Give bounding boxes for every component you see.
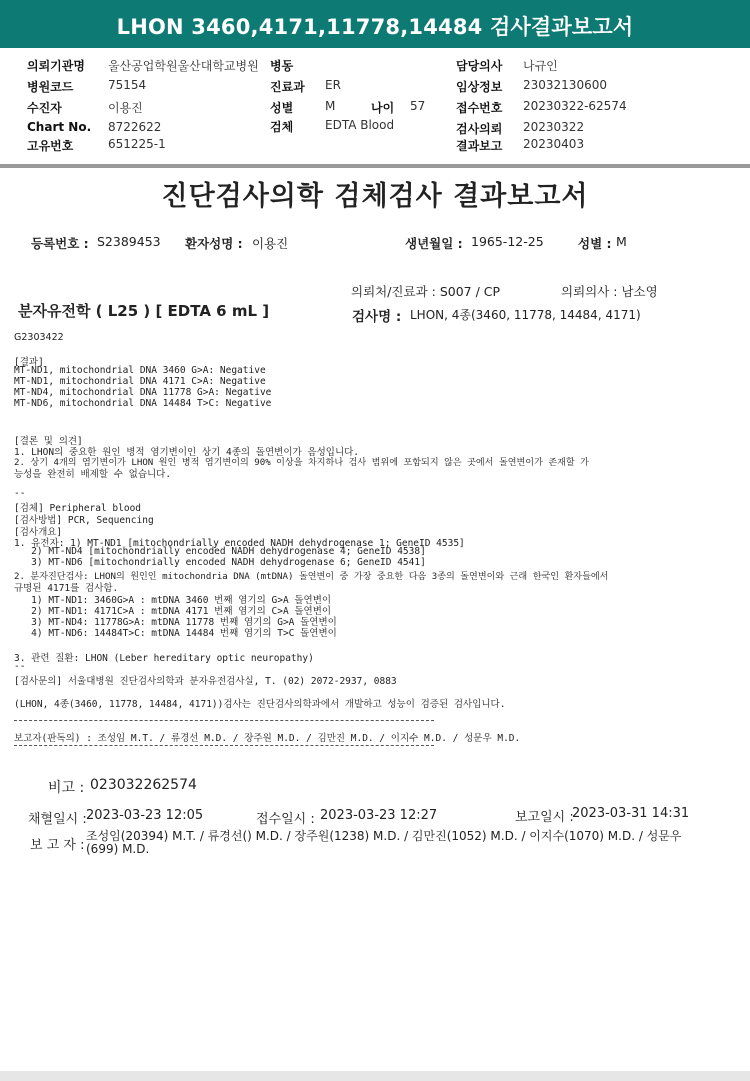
department-label: 진료과 [270,80,305,94]
doctor-label: 담당의사 [456,59,503,73]
specimen-value: EDTA Blood [325,118,395,132]
reporters-line: 보고자(판독의) : 조성임 M.T. / 류경선 M.D. / 장주원 M.D. / 김만진 M.D. / 이지수 M.D. / 성문우 M.D. [14,733,521,744]
patient-name-label: 환자성명 : [185,236,243,251]
result-line: MT-ND1, mitochondrial DNA 4171 C>A: Negative [14,376,266,387]
dashed-divider [14,745,434,746]
result-line: MT-ND4, mitochondrial DNA 11778 G>A: Negative [14,387,272,398]
overview-line: 4) MT-ND6: 14484T>C: mtDNA 14484 번째 염기의 T>C 돌연변이 [14,628,337,639]
reg-no-value: S2389453 [97,234,161,249]
overview-line: 규명된 4171를 검사함. [14,583,119,594]
collect-time-value: 2023-03-23 12:05 [86,808,204,823]
conclusion-line: 2. 상기 4개의 염기변이가 LHON 원인 병적 염기변이의 90% 이상을 차지하나 검사 범위에 포함되지 않은 곳에서 돌연변이가 존재할 가 [14,458,589,468]
report-banner-title: LHON 3460,4171,11778,14484 검사결과보고서 [0,0,750,48]
inquiry-line: [검사문의] 서울대병원 진단검사의학과 분자유전검사실, T. (02) 2072-2937, 0883 [14,676,397,687]
reporter-label: 보 고 자 : [30,838,85,853]
requesting-dept: 의뢰처/진료과 : S007 / CP [351,284,501,299]
request-info-panel [0,48,750,164]
result-line: MT-ND1, mitochondrial DNA 3460 G>A: Negative [14,365,266,376]
overview-header: [검사개요] [14,527,63,538]
institution-label: 의뢰기관명 [27,59,85,73]
age-value: 57 [410,99,426,113]
dashed-divider [14,720,434,721]
overview-line: 3) MT-ND6 [mitochondrially encoded NADH dehydrogenase 6; GeneID 4541] [14,557,426,568]
report-date-label: 결과보고 [456,139,503,153]
overview-line: 2) MT-ND4 [mitochondrially encoded NADH dehydrogenase 4; GeneID 4538] [14,546,426,557]
reporter-line-1: 조성임(20394) M.T. / 류경선() M.D. / 장주원(1238) M.D. / 김만진(1052) M.D. / 이지수(1070) M.D. / 성문우 [86,829,682,843]
clinical-info-label: 임상정보 [456,80,503,94]
collect-time-label: 채혈일시 : [28,812,87,827]
results-header: [결과] [14,357,44,368]
report-time-value: 2023-03-31 14:31 [572,806,690,821]
report-date-value: 20230403 [523,137,585,151]
receipt-no-value: 20230322-62574 [523,99,627,113]
test-code: G2303422 [14,332,64,343]
sex-value: M [325,99,336,113]
hospital-code-value: 75154 [108,78,147,92]
reporter-line-2: (699) M.D. [86,842,150,856]
receiver-value: 이용진 [108,101,143,115]
conclusion-header: [결론 및 의견] [14,436,83,447]
conclusion-line: 능성을 완전히 배제할 수 없습니다. [14,469,172,480]
dob-label: 생년월일 : [405,236,463,251]
specimen-line: [검체] Peripheral blood [14,503,142,514]
receiver-label: 수진자 [27,101,62,115]
report-title: 진단검사의학 검체검사 결과보고서 [161,181,589,212]
test-name-label: 검사명 : [352,309,402,325]
validation-line: (LHON, 4종(3460, 11778, 14484, 4171))검사는 진단검사의학과에서 개발하고 성능이 검증된 검사입니다. [14,699,506,710]
unique-no-label: 고유번호 [27,139,74,153]
note-label: 비고 : [48,780,85,796]
clinical-info-value: 23032130600 [523,78,607,92]
chart-no-label: Chart No. [27,120,92,134]
request-date-label: 검사의뢰 [456,122,503,136]
reg-no-label: 등록번호 : [31,236,89,251]
patient-name-value: 이용진 [252,236,289,251]
doctor-value: 나규인 [523,59,558,73]
disease-line: 3. 관련 질환: LHON (Leber hereditary optic neuropathy) [14,653,314,664]
hospital-code-label: 병원코드 [27,80,74,94]
sex-report-label: 성별 : [578,236,612,251]
age-label: 나이 [371,101,395,115]
test-name-value: LHON, 4종(3460, 11778, 14484, 4171) [410,308,641,322]
department-value: ER [325,78,341,92]
conclusion-line: 1. LHON의 중요한 원인 병적 염기변이인 상기 4종의 돌연변이가 음성입니다. [14,447,360,458]
overview-line: 2. 분자진단검사: LHON의 원인인 mitochondria DNA (mtDNA) 돌연변이 중 가장 중요한 다음 3종의 돌연변이와 근래 한국인 환자들에서 [14,572,609,582]
overview-line: 1) MT-ND1: 3460G>A : mtDNA 3460 번째 염기의 G>A 돌연변이 [14,595,332,606]
specimen-label: 검체 [270,120,294,134]
requesting-doctor: 의뢰의사 : 남소영 [561,284,658,299]
result-line: MT-ND6, mitochondrial DNA 14484 T>C: Negative [14,398,272,409]
overview-line: 1. 유전자: 1) MT-ND1 [mitochondrially encoded NADH dehydrogenase 1; GeneID 4535] [14,538,465,549]
chart-no-value: 8722622 [108,120,162,134]
sex-label: 성별 [270,101,294,115]
ward-label: 병동 [270,59,294,73]
dob-value: 1965-12-25 [471,234,544,249]
section-title: 분자유전학 ( L25 ) [ EDTA 6 mL ] [18,302,270,320]
scanned-report-page [0,168,750,1071]
overview-line: 2) MT-ND1: 4171C>A : mtDNA 4171 번째 염기의 C>A 돌연변이 [14,606,332,617]
sex-report-value: M [616,234,627,249]
overview-line: 3) MT-ND4: 11778G>A: mtDNA 11778 번째 염기의 G>A 돌연변이 [14,617,337,628]
unique-no-value: 651225-1 [108,137,166,151]
receive-time-label: 접수일시 : [256,812,315,827]
report-time-label: 보고일시 : [515,810,574,825]
note-value: 023032262574 [90,777,197,793]
page-bottom-strip [0,1071,750,1081]
separator: -- [14,661,26,672]
request-date-value: 20230322 [523,120,585,134]
receive-time-value: 2023-03-23 12:27 [320,808,438,823]
method-line: [검사방법] PCR, Sequencing [14,515,154,526]
institution-value: 울산공업학원울산대학교병원 [108,59,259,73]
receipt-no-label: 접수번호 [456,101,503,115]
separator: -- [14,488,26,499]
